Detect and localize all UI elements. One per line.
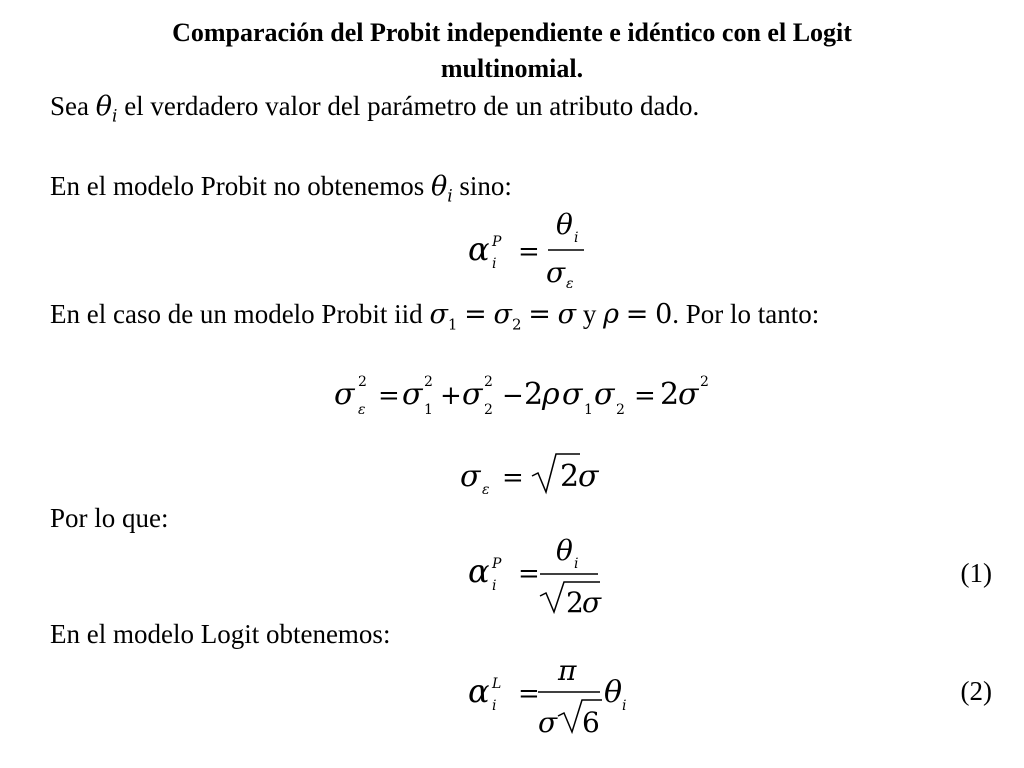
equation-1 (460, 532, 630, 622)
sup-p: P (492, 556, 502, 572)
theta-symbol: θ (604, 675, 623, 710)
minus-sign: − (502, 381, 524, 411)
equals-sign: = (502, 463, 524, 493)
sup-p: P (492, 234, 502, 250)
equation-sigma-epsilon (456, 446, 606, 502)
sub-epsilon: ε (482, 482, 490, 498)
alpha-symbol: α (468, 672, 490, 710)
alpha-symbol: α (468, 552, 490, 590)
plus-sign: + (440, 381, 462, 411)
sub-epsilon: ε (566, 276, 574, 290)
sup-2: 2 (700, 374, 709, 390)
sup-2: 2 (484, 374, 493, 390)
sigma-symbol: σ (594, 377, 615, 412)
equation-number-1: (1) (960, 558, 992, 588)
sigma-symbol: σ (678, 377, 699, 412)
theta-symbol: θ (556, 534, 573, 567)
sub-1: 1 (584, 402, 593, 418)
equation-variance (330, 362, 730, 422)
paragraph-logit: En el modelo Logit obtenemos: (50, 619, 391, 649)
pi-symbol: π (558, 654, 577, 687)
sigma-symbol: σ (493, 299, 512, 330)
equals-sign: = (625, 299, 649, 330)
sub-1: 1 (447, 315, 458, 334)
theta-symbol: θ (95, 91, 112, 122)
sub-i: i (112, 106, 118, 127)
paragraph-por-lo-que: Por lo que: (50, 503, 169, 533)
sub-2: 2 (616, 402, 625, 418)
paragraph-sea (50, 90, 699, 132)
equals-sign: = (464, 299, 487, 330)
text-probit-no-obtenemos: En el modelo Probit no obtenemos (50, 171, 425, 201)
sigma-symbol: σ (557, 299, 577, 330)
sub-2: 2 (511, 315, 522, 334)
rho-symbol: ρ (603, 299, 619, 330)
sub-1: 1 (424, 402, 433, 418)
sigma-symbol: σ (334, 377, 355, 412)
sigma-symbol: σ (462, 377, 483, 412)
text-por-lo-tanto: . Por lo tanto: (672, 299, 820, 329)
equation-alpha-probit (460, 204, 600, 290)
text-sea: Sea (50, 91, 89, 121)
sigma-symbol: σ (460, 459, 481, 494)
equals-sign: = (518, 559, 540, 589)
title-line-2: multinomial. (440, 54, 584, 83)
sub-2: 2 (484, 402, 493, 418)
equation-number-2: (2) (960, 676, 992, 706)
sub-i: i (622, 698, 627, 714)
theta-symbol: θ (430, 171, 448, 202)
text-sino: sino: (459, 171, 512, 201)
sub-epsilon: ε (358, 402, 366, 418)
equals-sign: = (634, 381, 656, 411)
sigma-symbol: σ (402, 377, 423, 412)
sub-i: i (447, 186, 453, 207)
sup-2: 2 (358, 374, 367, 390)
theta-symbol: θ (556, 208, 573, 241)
sigma-symbol: σ (538, 706, 558, 739)
equals-sign: = (528, 299, 551, 330)
zero-digit: 0 (655, 299, 673, 330)
sub-i: i (574, 556, 579, 572)
paragraph-probit-no-obtenemos (50, 170, 512, 212)
sigma-symbol: σ (429, 299, 448, 330)
sigma-symbol: σ (582, 586, 602, 619)
sub-i: i (492, 256, 497, 272)
text-caso-iid: En el caso de un modelo Probit iid (50, 299, 423, 329)
title-line-1: Comparación del Probit independiente e idéntico con el Logit (172, 18, 852, 47)
sup-2: 2 (424, 374, 433, 390)
rho-symbol: ρ (542, 377, 560, 412)
equals-sign: = (518, 237, 540, 267)
sub-i: i (492, 698, 497, 714)
sup-l: L (492, 676, 502, 692)
two-digit: 2 (566, 586, 584, 619)
two-digit: 2 (660, 377, 680, 412)
equals-sign: = (518, 679, 540, 709)
sub-i: i (574, 230, 579, 246)
sub-i: i (492, 578, 497, 594)
sigma-symbol: σ (546, 256, 566, 289)
text-y: y (582, 299, 597, 329)
text-verdadero-valor: el verdadero valor del parámetro de un atributo dado. (124, 91, 700, 121)
equals-sign: = (378, 381, 400, 411)
two-digit: 2 (560, 459, 580, 494)
alpha-symbol: α (468, 230, 490, 268)
six-digit: 6 (582, 706, 600, 739)
two-digit: 2 (524, 377, 544, 412)
equation-2 (460, 652, 650, 748)
sigma-symbol: σ (578, 459, 599, 494)
sigma-symbol: σ (562, 377, 583, 412)
paragraph-caso-iid (50, 298, 819, 340)
